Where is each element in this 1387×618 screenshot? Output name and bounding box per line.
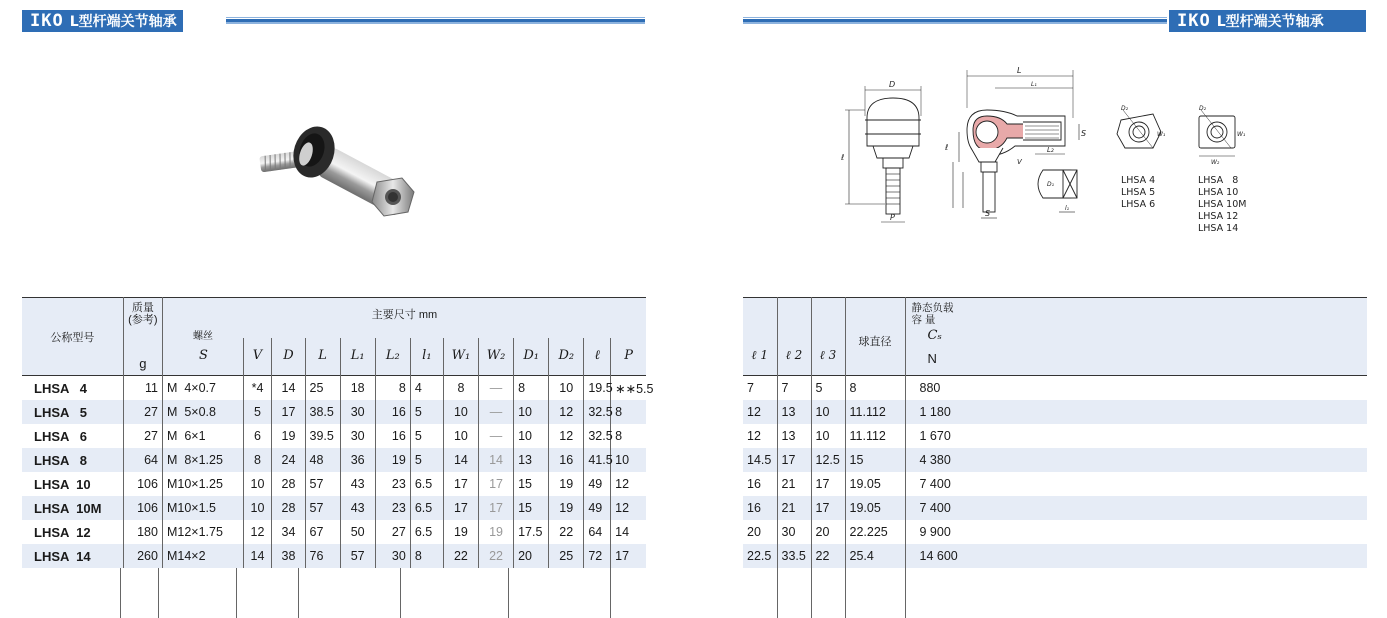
cell-d1: 20 [514,544,549,568]
cell-ell: 72 [584,544,611,568]
cell-l: 57 [305,496,340,520]
dim-label-D: D [889,80,896,89]
cell-l1: 5 [410,448,443,472]
cell-s: M10×1.5 [162,496,243,520]
cell-w1: 17 [443,472,478,496]
cell-w2: 17 [478,472,513,496]
cell-ell: 19.5 [584,376,611,401]
table-row [22,496,646,520]
cell-model: LHSA 10M [22,496,123,520]
cell-d2: 25 [549,544,584,568]
cell-d1: 10 [514,424,549,448]
group-b-label: LHSA 10 [1198,187,1239,198]
cell-v: 8 [243,448,272,472]
cell-s: M 4×0.7 [162,376,243,401]
cell-mass: 106 [123,472,162,496]
cell-model: LHSA 8 [22,448,123,472]
cell-ell3: 20 [811,520,845,544]
cell-w2: — [478,424,513,448]
cell-ell3: 10 [811,424,845,448]
cell-ell3: 5 [811,376,845,401]
cell-ell3: 10 [811,400,845,424]
cell-l2: 19 [375,448,410,472]
dim-label-L: L [1017,66,1022,75]
cell-p: 8 [611,424,646,448]
cell-p: 8 [611,400,646,424]
group-b-label: LHSA 14 [1198,223,1239,234]
cell-mass: 27 [123,424,162,448]
dim-label-S-rod: S [1081,129,1087,138]
cell-ball: 25.4 [845,544,905,568]
cell-cs: 4 380 [905,448,1367,472]
cell-ell2: 33.5 [777,544,811,568]
dim-label-W1-b: W₁ [1237,131,1246,138]
cell-l2: 16 [375,424,410,448]
header-l1: l₁ [410,338,443,376]
cell-cs: 880 [905,376,1367,401]
cell-l1: 50 [340,520,375,544]
dim-label-L2: L₂ [1047,146,1054,154]
header-S: S [198,348,208,363]
cell-d: 19 [272,424,305,448]
cell-p: 14 [611,520,646,544]
table-row [22,400,646,424]
header-L2: L₂ [375,338,410,376]
group-a-label: LHSA 6 [1121,199,1156,210]
header-ell2: ℓ 2 [777,298,811,376]
table-row [743,496,1367,520]
cell-d: 24 [272,448,305,472]
table-row [22,520,646,544]
table-row [743,376,1367,401]
cell-d1: 10 [514,400,549,424]
header-V: V [243,338,272,376]
cell-ell2: 21 [777,472,811,496]
table-row [22,472,646,496]
header-load-unit: N [927,351,937,366]
cell-ball: 11.112 [845,424,905,448]
cell-d: 14 [272,376,305,401]
table-row [743,424,1367,448]
cell-l1: 4 [410,376,443,401]
cell-ell1: 12 [747,429,761,443]
cell-d2: 12 [549,400,584,424]
cell-l: 39.5 [305,424,340,448]
cell-ball: 8 [845,376,905,401]
cell-l1: 6.5 [410,520,443,544]
cell-l: 48 [305,448,340,472]
cell-l1: 6.5 [410,472,443,496]
cell-mass: 27 [123,400,162,424]
cell-mass: 106 [123,496,162,520]
cell-model: LHSA 4 [34,380,87,396]
cell-s: M12×1.75 [162,520,243,544]
header-L: L [305,338,340,376]
header-thread-label: 螺丝 [192,331,213,342]
brand-header-right [1169,10,1366,32]
cell-w2: 17 [478,496,513,520]
header-model: 公称型号 [22,298,123,376]
cell-cs: 9 900 [905,520,1367,544]
cell-v: 6 [243,424,272,448]
cell-cs: 1 670 [905,424,1367,448]
cell-ell: 49 [584,496,611,520]
cell-d2: 16 [549,448,584,472]
cell-w1: 22 [443,544,478,568]
dim-label-W1-a: W₁ [1157,131,1166,138]
cell-p: ∗∗5.5 [611,376,646,401]
cell-w2: — [478,400,513,424]
header-D2: D₂ [549,338,584,376]
header-mass-unit: g [123,338,162,376]
cell-ell3: 17 [811,496,845,520]
table-row [22,448,646,472]
cell-ell: 49 [584,472,611,496]
cell-ell: 41.5 [584,448,611,472]
cell-s: M 8×1.25 [162,448,243,472]
cell-ell: 32.5 [584,400,611,424]
cell-ball: 19.05 [845,496,905,520]
cell-v: 10 [243,472,272,496]
cell-v: 5 [243,400,272,424]
cell-ball: 19.05 [845,472,905,496]
cell-ball: 22.225 [845,520,905,544]
cell-ell: 32.5 [584,424,611,448]
group-b-label: LHSA 10M [1198,199,1247,210]
cell-ell1: 22.5 [743,544,777,568]
cell-d1: 8 [514,376,549,401]
cell-d: 38 [272,544,305,568]
cell-l1: 18 [340,376,375,401]
cell-l2: 27 [375,520,410,544]
header-static-load-label: 静态负载 容 量 [911,302,954,326]
header-W1: W₁ [443,338,478,376]
cell-l1: 57 [340,544,375,568]
group-a-label: LHSA 5 [1121,187,1156,198]
iko-logo: IKO [1177,11,1211,31]
spec-table-left [22,297,654,568]
header-ell1: ℓ 1 [743,298,777,376]
cell-ell1: 16 [747,477,761,491]
cell-l: 57 [305,472,340,496]
cell-l1: 30 [340,424,375,448]
product-photo [252,110,422,225]
cell-ell1: 12 [743,400,777,424]
cell-d: 28 [272,496,305,520]
dim-label-l-section: ℓ [945,143,949,152]
technical-drawing [835,58,1265,243]
cell-mass: 11 [123,376,162,401]
cell-p: 12 [611,472,646,496]
dim-label-L1: L₁ [1031,81,1037,88]
header-P: P [611,338,646,376]
cell-ell3: 12.5 [811,448,845,472]
dim-label-D2-a: D₂ [1121,105,1129,112]
cell-s: M 5×0.8 [162,400,243,424]
header-ball-diameter: 球直径 [845,298,905,376]
right-table-filler [743,568,1367,618]
cell-w1: 8 [443,376,478,401]
header-rule-left [226,17,645,24]
cell-cs: 7 400 [905,472,1367,496]
cell-d: 17 [272,400,305,424]
cell-l2: 23 [375,496,410,520]
cell-mass: 64 [123,448,162,472]
cell-w1: 10 [443,400,478,424]
cell-l: 67 [305,520,340,544]
header-D1: D₁ [514,338,549,376]
header-mass: 质量 (参考) [123,298,162,338]
spec-table-right [743,297,1367,568]
brand-header-left [22,10,183,32]
cell-w1: 17 [443,496,478,520]
cell-d: 28 [272,472,305,496]
dim-label-D2-b: D₂ [1199,105,1207,112]
cell-w1: 14 [443,448,478,472]
dim-label-D1: D₁ [1047,181,1055,188]
cell-model: LHSA 5 [22,400,123,424]
dim-label-W2: W₂ [1211,159,1220,166]
cell-ell1: 20 [747,525,761,539]
cell-w1: 19 [443,520,478,544]
cell-ball: 11.112 [845,400,905,424]
header-Cs: Cₛ [927,328,942,343]
cell-ell: 64 [584,520,611,544]
cell-v: 14 [243,544,272,568]
cell-w1: 10 [443,424,478,448]
header-static-load [905,298,1367,376]
cell-l2: 8 [375,376,410,401]
group-a-label: LHSA 4 [1121,175,1156,186]
dim-label-l: ℓ [841,153,845,162]
table-row [743,448,1367,472]
cell-model: LHSA 12 [34,524,91,540]
cell-l: 38.5 [305,400,340,424]
cell-d1: 15 [514,472,549,496]
cell-d1: 13 [514,448,549,472]
cell-l1: 43 [340,496,375,520]
cell-w2: — [478,376,513,401]
cell-d2: 19 [549,496,584,520]
cell-ball: 15 [845,448,905,472]
cell-w2: 14 [478,448,513,472]
cell-ell2: 13 [777,400,811,424]
cell-ell2: 13 [777,424,811,448]
table-row [743,400,1367,424]
cell-v: *4 [243,376,272,401]
header-L1: L₁ [340,338,375,376]
cell-l: 76 [305,544,340,568]
cell-model: LHSA 14 [22,544,123,568]
header-rule-right [743,17,1167,24]
header-ell3: ℓ 3 [811,298,845,376]
table-row [22,544,646,568]
left-table-filler [22,568,646,618]
header-D: D [272,338,305,376]
cell-l1: 30 [340,400,375,424]
cell-d2: 12 [549,424,584,448]
cell-ell3: 22 [811,544,845,568]
cell-cs: 14 600 [905,544,1367,568]
cell-ell2: 7 [777,376,811,401]
table-row [22,376,646,401]
cell-p: 12 [611,496,646,520]
header-W2: W₂ [478,338,513,376]
cell-l2: 30 [375,544,410,568]
cell-cs: 7 400 [905,496,1367,520]
cell-cs: 1 180 [905,400,1367,424]
table-row [743,520,1367,544]
header-main-dimensions: 主要尺寸 mm [162,298,646,338]
header-ell: ℓ [584,338,611,376]
dim-label-S-stud: S [985,209,991,218]
cell-s: M14×2 [162,544,243,568]
cell-w2: 22 [478,544,513,568]
cell-model: LHSA 6 [34,428,87,444]
cell-l1: 5 [410,424,443,448]
dim-label-P: P [890,213,895,222]
cell-l1: 6.5 [410,496,443,520]
header-thread [162,331,243,376]
cell-p: 10 [611,448,646,472]
cell-l: 25 [305,376,340,401]
cell-d2: 22 [549,520,584,544]
cell-ell1: 14.5 [743,448,777,472]
iko-logo: IKO [30,11,64,31]
cell-d1: 15 [514,496,549,520]
dim-label-l1: l₁ [1065,205,1070,212]
cell-d: 34 [272,520,305,544]
cell-v: 10 [243,496,272,520]
cell-d2: 19 [549,472,584,496]
cell-d2: 10 [549,376,584,401]
cell-s: M10×1.25 [162,472,243,496]
cell-l1: 5 [410,400,443,424]
group-b-label: LHSA 12 [1198,211,1239,222]
page-title: L型杆端关节轴承 [69,14,177,30]
cell-ell3: 17 [811,472,845,496]
cell-mass: 260 [123,544,162,568]
cell-ell1: 16 [743,496,777,520]
cell-ell1: 7 [747,381,754,395]
cell-l1: 8 [410,544,443,568]
cell-ell2: 30 [777,520,811,544]
cell-p: 17 [611,544,646,568]
cell-v: 12 [243,520,272,544]
cell-w2: 19 [478,520,513,544]
cell-l1: 36 [340,448,375,472]
table-row [743,472,1367,496]
cell-l2: 23 [375,472,410,496]
cell-s: M 6×1 [162,424,243,448]
cell-ell2: 17 [777,448,811,472]
cell-l2: 16 [375,400,410,424]
cell-d1: 17.5 [514,520,549,544]
table-row [743,544,1367,568]
cell-mass: 180 [123,520,162,544]
table-row [22,424,646,448]
group-b-label: LHSA 8 [1198,175,1239,186]
dim-label-V: V [1017,158,1022,166]
cell-ell2: 21 [777,496,811,520]
cell-l1: 43 [340,472,375,496]
page-title: L型杆端关节轴承 [1216,14,1324,30]
cell-model: LHSA 10 [34,476,91,492]
